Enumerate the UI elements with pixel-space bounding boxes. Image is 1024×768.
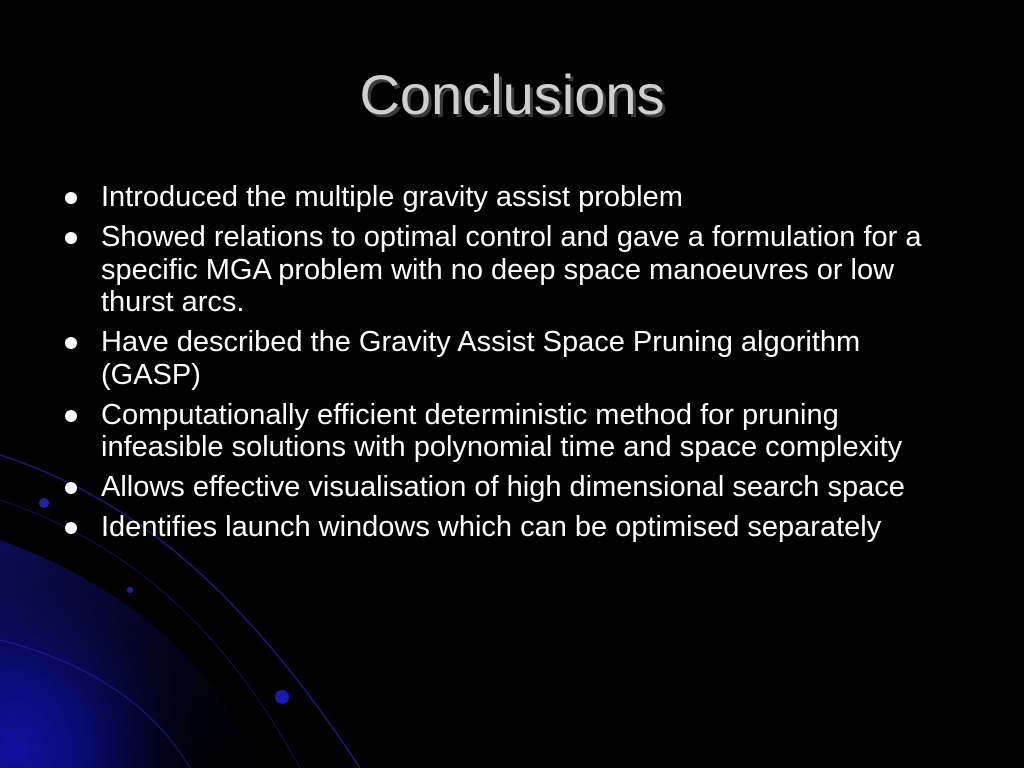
bullet-item (60, 326, 960, 391)
bullet-item (60, 511, 960, 544)
bullet-text: Identifies launch windows which can be optimised separately (101, 511, 882, 543)
bullet-item (60, 221, 960, 319)
slide-title: Conclusions (359, 63, 665, 126)
bullet-text: Computationally efficient deterministic method for pruning infeasible solutions with polynomial time and space complexity (101, 398, 903, 463)
bullet-text: Introduced the multiple gravity assist problem (101, 181, 683, 213)
bullet-text: Allows effective visualisation of high dimensional search space (101, 471, 905, 503)
bullet-text: Showed relations to optimal control and gave a formulation for a specific MGA problem with no deep space manoeuvres or low thurst arcs. (101, 221, 922, 318)
bullet-text: Have described the Gravity Assist Space Pruning algorithm (GASP) (101, 326, 861, 391)
bullet-list (60, 181, 960, 551)
bullet-dot-icon (65, 410, 77, 422)
bullet-item (60, 471, 960, 504)
bullet-dot-icon (65, 192, 77, 204)
bullet-dot-icon (65, 232, 77, 244)
bullet-item (60, 399, 960, 464)
bullet-item (60, 181, 960, 214)
bullet-dot-icon (65, 337, 77, 349)
bullet-dot-icon (65, 522, 77, 534)
bullet-dot-icon (65, 482, 77, 494)
